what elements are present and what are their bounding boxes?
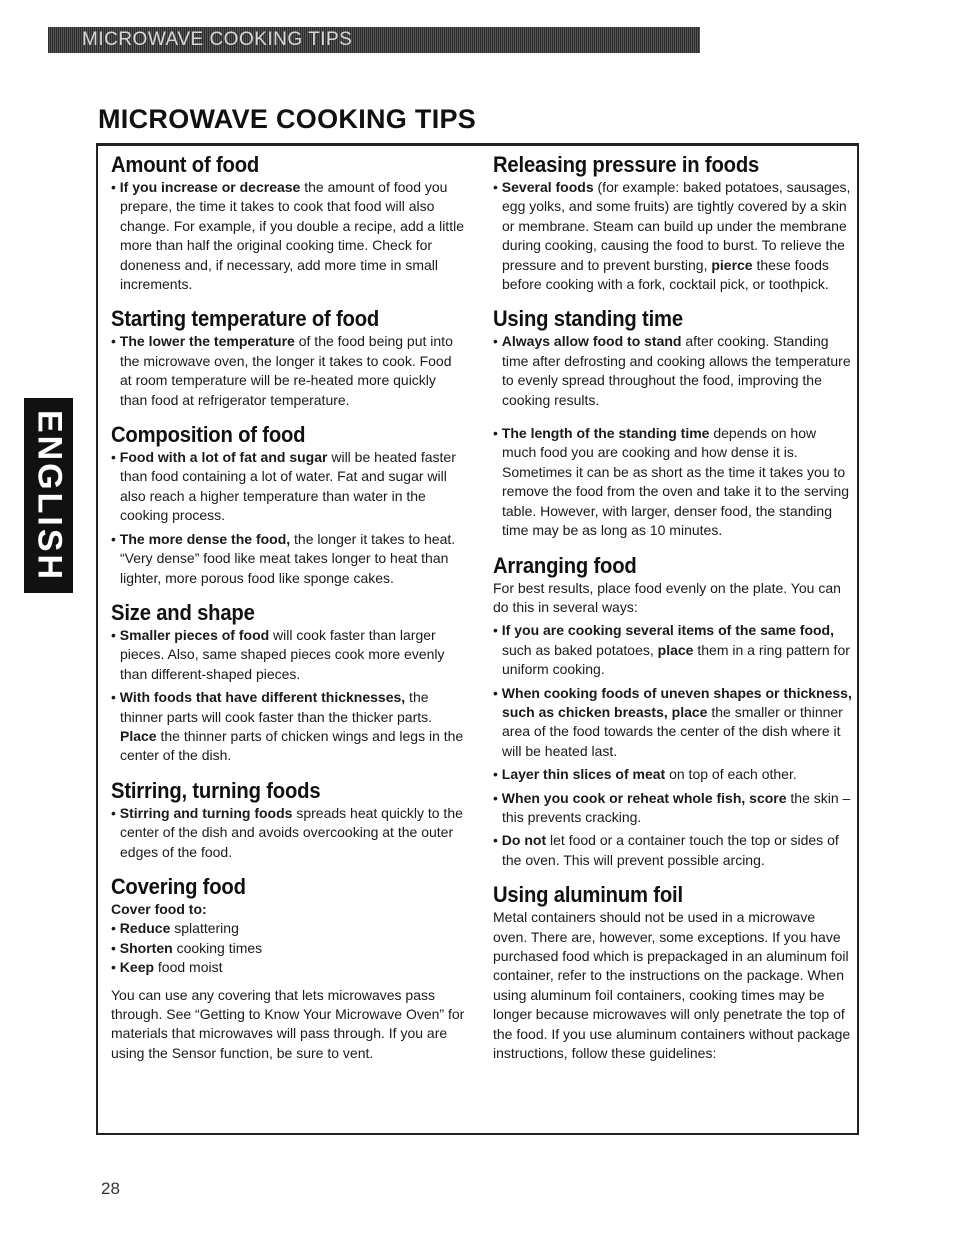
bullet [493,332,853,410]
section-heading: Releasing pressure in foods [493,152,760,177]
bullet-bold: Place [120,727,157,744]
bullet-bold: place [657,641,694,658]
section-subheading: Cover food to: [111,900,207,917]
bullet-bold: If you increase or decrease [119,179,301,195]
bullet [111,958,467,977]
bullet [111,178,467,294]
bullet [111,448,467,526]
bullet [493,789,853,828]
bullet-bold: The more dense the food, [119,530,291,547]
bullet-bold: When cooking foods of uneven shapes or thickness, such as chicken breasts, place [501,684,852,720]
bullet-text: splattering [170,920,239,937]
bullet [493,831,853,870]
paragraph: For best results, place food evenly on the plate. You can do this in several ways: [493,579,841,615]
section-starting-temperature [111,306,467,410]
bullet-bold: The length of the standing time [501,425,710,442]
bullet-bold: Always allow food to stand [501,333,682,350]
tips-box [96,143,859,1135]
bullet [111,626,467,684]
paragraph: You can use any covering that lets microwaves pass through. See “Getting to Know Your Microwave Oven” for materials that microwaves will pass through. If you are using the Sensor function, be sure to vent. [111,986,465,1061]
bullet-text: the thinner parts will cook faster than the thicker parts. [120,689,433,725]
section-heading: Composition of food [111,422,306,448]
section-covering [111,874,467,1063]
bullet-bold: Food with a lot of fat and sugar [119,449,328,466]
header-band-label: MICROWAVE COOKING TIPS [82,29,353,50]
section-stirring [111,778,467,862]
bullet [111,804,467,862]
bullet-bold: With foods that have different thicknesses, [119,689,406,706]
section-heading: Starting temperature of food [111,306,380,332]
language-tab [24,398,73,593]
left-column [111,152,467,1075]
bullet-text: the amount of food you prepare, the time it takes to cook that food will also change. For example, if you double a recipe, add a little more than half the original cooking time. Check for doneness and, if necessary, add more time in small increments. [120,179,464,293]
section-heading: Size and shape [111,599,255,625]
bullet [493,178,853,294]
bullet-text: them in a ring pattern for uniform cooking. [502,641,850,678]
bullet [493,765,853,784]
section-standing-time [493,306,853,540]
section-heading: Using standing time [493,306,683,332]
section-arranging-food [493,553,853,871]
bullet-text: depends on how much food you are cooking and how dense it is. Sometimes it can be as short as the time it takes you to remove the food from the oven and take it to the serving table. However, with larger, denser food, the standing time may be as long as 10 minutes. [502,425,850,539]
bullet-bold: Do not [501,832,547,849]
bullet-bold: Keep [119,959,155,976]
bullet [111,688,467,766]
bullet-bold: Stirring and turning foods [119,804,293,821]
bullet-text: of the food being put into the microwave oven, the longer it takes to cook. Food at room temperature will be re-heated more quickly than food at refrigerator temperature. [120,333,453,408]
bullet-text: on top of each other. [665,766,797,783]
bullet-text: food moist [154,959,223,976]
bullet-bold: Shorten [119,939,173,956]
bullet-text: let food or a container touch the top or sides of the oven. This will prevent possible arcing. [502,832,839,868]
bullet [111,919,467,938]
section-size-and-shape [111,600,467,766]
section-heading: Using aluminum foil [493,882,683,908]
bullet-text: will be heated faster than food containing a lot of water. Fat and sugar will also reach a higher temperature than water in the cooking process. [120,449,456,524]
section-composition [111,422,467,588]
bullet-text: the longer it takes to heat. “Very dense” food like meat takes longer to heat than lighter, more porous food like sponge cakes. [120,530,456,586]
section-aluminum-foil [493,882,853,1063]
section-heading: Arranging food [493,552,637,578]
right-column [493,152,853,1075]
bullet [111,939,467,958]
bullet-text: these foods before cooking with a fork, cocktail pick, or toothpick. [502,256,829,293]
bullet [493,424,853,540]
bullet-text: the skin – this prevents cracking. [502,789,851,825]
bullet-bold: Layer thin slices of meat [501,766,666,783]
section-amount-of-food [111,152,467,294]
bullet-text: will cook faster than larger pieces. Also, same shaped pieces cook more evenly than different-shaped pieces. [120,626,445,682]
language-tab-label: ENGLISH [30,409,68,582]
bullet-bold: pierce [711,256,753,273]
bullet-text: after cooking. Standing time after defrosting and cooking allows the temperature to evenly spread throughout the food, improving the cooking results. [502,333,851,408]
bullet-text: the smaller or thinner area of the food towards the center of the dish where it will be heated last. [502,703,843,759]
section-heading: Amount of food [111,152,260,177]
bullet [493,621,853,679]
bullet-bold: If you are cooking several items of the same food, [501,622,835,639]
bullet [111,530,467,588]
bullet [111,332,467,410]
bullet-bold: Smaller pieces of food [119,626,270,643]
bullet-bold: Reduce [119,920,171,937]
bullet-text: such as baked potatoes, [502,641,658,658]
bullet-bold: Several foods [501,179,594,195]
paragraph: Metal containers should not be used in a microwave oven. There are, however, some exceptions. If you have purchased food which is prepackaged in an aluminum foil container, refer to the instructions on the package. When using aluminum foil containers, cooking times may be longer because microwaves will only penetrate the top of the food. If you use aluminum containers without package instructions, follow these guidelines: [493,909,851,1062]
page-number: 28 [101,1179,120,1198]
section-heading: Stirring, turning foods [111,777,321,803]
section-heading: Covering food [111,873,246,899]
bullet-bold: The lower the temperature [119,333,295,350]
bullet-text: cooking times [172,939,263,956]
section-releasing-pressure [493,152,853,294]
page-title: MICROWAVE COOKING TIPS [98,104,477,134]
bullet [493,684,853,762]
header-band [48,27,700,53]
bullet-text: the thinner parts of chicken wings and legs in the center of the dish. [120,727,464,764]
bullet-bold: When you cook or reheat whole fish, score [501,789,787,806]
bullet-text: spreads heat quickly to the center of the dish and avoids overcooking at the outer edges of the food. [120,804,463,860]
bullet-text: (for example: baked potatoes, sausages, egg yolks, and some fruits) are tightly covered by a skin or membrane. Steam can build up under the membrane during cooking, causing the food to burst. To relieve the pressure and to prevent bursting, [502,179,851,273]
